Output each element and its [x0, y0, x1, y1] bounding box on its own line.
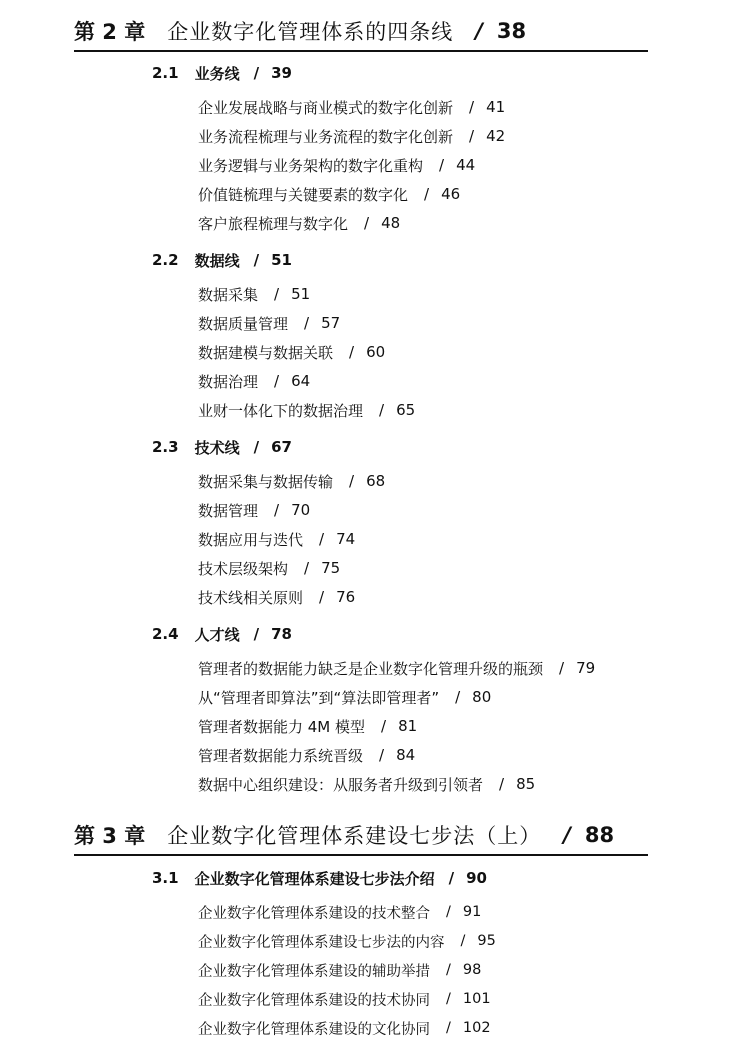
- entry-separator: /: [379, 401, 385, 419]
- section-page-number: 67: [271, 438, 292, 456]
- entry-page-number: 80: [472, 688, 492, 706]
- entry-separator: /: [455, 688, 461, 706]
- toc-entry[interactable]: [198, 773, 535, 795]
- toc-entry[interactable]: [198, 901, 481, 923]
- entry-title: 客户旅程梳理与数字化: [198, 214, 349, 233]
- section-separator: /: [253, 251, 260, 269]
- section-heading[interactable]: [152, 622, 292, 646]
- section-heading[interactable]: [152, 248, 292, 272]
- entry-separator: /: [319, 588, 325, 606]
- entry-separator: /: [304, 559, 310, 577]
- section-number: 2.4: [152, 625, 179, 643]
- entry-title: 从“管理者即算法”到“算法即管理者”: [198, 688, 440, 707]
- entry-separator: /: [274, 501, 280, 519]
- entry-separator: /: [559, 659, 565, 677]
- section-page-number: 90: [466, 869, 487, 887]
- section-page-number: 51: [271, 251, 292, 269]
- entry-separator: /: [379, 746, 385, 764]
- entry-title: 业财一体化下的数据治理: [198, 401, 364, 420]
- entry-page-number: 98: [462, 962, 482, 978]
- section-title: 数据线: [194, 251, 240, 270]
- entry-title: 企业数字化管理体系建设七步法的内容: [198, 934, 445, 951]
- entry-page-number: 65: [396, 401, 416, 419]
- section-page-number: 78: [271, 625, 292, 643]
- toc-entry[interactable]: [198, 988, 491, 1010]
- entry-separator: /: [424, 185, 430, 203]
- chapter-separator: /: [563, 823, 571, 847]
- entry-separator: /: [349, 472, 355, 490]
- entry-separator: /: [381, 717, 387, 735]
- section-separator: /: [253, 64, 260, 82]
- chapter-page-number: 38: [496, 19, 527, 43]
- section-number: 2.2: [152, 251, 179, 269]
- toc-entry[interactable]: [198, 959, 481, 981]
- entry-title: 技术层级架构: [198, 559, 289, 578]
- chapter-page-number: 88: [584, 823, 615, 847]
- chapter-number: 第 2 章: [74, 20, 146, 44]
- entry-separator: /: [446, 904, 451, 920]
- entry-separator: /: [319, 530, 325, 548]
- entry-separator: /: [439, 156, 445, 174]
- entry-page-number: 51: [291, 285, 311, 303]
- entry-title: 业务流程梳理与业务流程的数字化创新: [198, 127, 454, 146]
- entry-page-number: 95: [477, 933, 496, 949]
- entry-title: 数据质量管理: [198, 314, 289, 333]
- entry-title: 管理者数据能力系统晋级: [198, 746, 364, 765]
- toc-entry[interactable]: [198, 341, 385, 363]
- entry-title: 企业数字化管理体系建设的技术整合: [198, 905, 430, 922]
- toc-entry[interactable]: [198, 154, 475, 176]
- chapter-title: 企业数字化管理体系建设七步法（上）: [167, 824, 542, 848]
- entry-separator: /: [364, 214, 370, 232]
- chapter-title: 企业数字化管理体系的四条线: [167, 20, 454, 44]
- entry-title: 数据中心组织建设：从服务者升级到引领者: [198, 775, 484, 794]
- entry-page-number: 44: [456, 156, 476, 174]
- entry-title: 价值链梳理与关键要素的数字化: [198, 185, 409, 204]
- entry-page-number: 91: [462, 904, 482, 920]
- entry-separator: /: [469, 98, 475, 116]
- toc-entry[interactable]: [198, 125, 505, 147]
- toc-entry[interactable]: [198, 586, 355, 608]
- section-title: 业务线: [194, 64, 240, 83]
- toc-entry[interactable]: [198, 686, 491, 708]
- section-page-number: 39: [271, 64, 292, 82]
- toc-entry[interactable]: [198, 283, 310, 305]
- entry-title: 企业数字化管理体系建设的技术协同: [198, 992, 430, 1009]
- toc-entry[interactable]: [198, 96, 505, 118]
- entry-page-number: 75: [321, 559, 341, 577]
- entry-title: 技术线相关原则: [198, 588, 304, 607]
- toc-entry[interactable]: [198, 1017, 491, 1039]
- chapter-heading[interactable]: [74, 12, 648, 52]
- toc-entry[interactable]: [198, 499, 310, 521]
- toc-entry[interactable]: [198, 212, 400, 234]
- entry-title: 数据应用与迭代: [198, 530, 304, 549]
- toc-entry[interactable]: [198, 930, 496, 952]
- entry-page-number: 70: [291, 501, 311, 519]
- entry-separator: /: [274, 372, 280, 390]
- entry-separator: /: [460, 933, 466, 949]
- entry-page-number: 64: [291, 372, 311, 390]
- entry-title: 数据采集: [198, 285, 259, 304]
- entry-title: 企业数字化管理体系建设的辅助举措: [198, 963, 430, 980]
- entry-page-number: 68: [366, 472, 386, 490]
- entry-title: 管理者的数据能力缺乏是企业数字化管理升级的瓶颈: [198, 659, 544, 678]
- entry-page-number: 41: [486, 98, 506, 116]
- entry-page-number: 76: [336, 588, 356, 606]
- section-number: 3.1: [152, 869, 179, 887]
- entry-title: 数据管理: [198, 501, 259, 520]
- section-number: 2.1: [152, 64, 179, 82]
- entry-separator: /: [349, 343, 355, 361]
- toc-entry[interactable]: [198, 399, 415, 421]
- entry-page-number: 74: [336, 530, 356, 548]
- toc-entry[interactable]: [198, 183, 460, 205]
- entry-title: 企业发展战略与商业模式的数字化创新: [198, 98, 454, 117]
- toc-entry[interactable]: [198, 715, 417, 737]
- entry-title: 数据建模与数据关联: [198, 343, 334, 362]
- section-title: 企业数字化管理体系建设七步法介绍: [194, 869, 435, 888]
- toc-entry[interactable]: [198, 557, 340, 579]
- entry-page-number: 60: [366, 343, 386, 361]
- entry-title: 企业数字化管理体系建设的文化协同: [198, 1021, 430, 1038]
- chapter-number: 第 3 章: [74, 824, 146, 848]
- entry-page-number: 42: [486, 127, 506, 145]
- entry-separator: /: [499, 775, 505, 793]
- entry-separator: /: [446, 962, 451, 978]
- entry-title: 业务逻辑与业务架构的数字化重构: [198, 156, 424, 175]
- toc-entry[interactable]: [198, 370, 310, 392]
- section-separator: /: [253, 438, 260, 456]
- entry-page-number: 85: [516, 775, 536, 793]
- entry-separator: /: [304, 314, 310, 332]
- toc-entry[interactable]: [198, 312, 340, 334]
- chapter-heading[interactable]: [74, 816, 648, 856]
- entry-separator: /: [446, 1020, 451, 1036]
- section-title: 人才线: [194, 625, 240, 644]
- entry-page-number: 81: [398, 717, 418, 735]
- toc-entry[interactable]: [198, 657, 595, 679]
- entry-page-number: 48: [381, 214, 401, 232]
- section-title: 技术线: [194, 438, 240, 457]
- entry-separator: /: [274, 285, 280, 303]
- entry-title: 数据治理: [198, 372, 259, 391]
- section-heading[interactable]: [152, 61, 292, 85]
- entry-title: 管理者数据能力 4M 模型: [198, 717, 366, 736]
- section-number: 2.3: [152, 438, 179, 456]
- entry-page-number: 79: [576, 659, 596, 677]
- section-heading[interactable]: [152, 435, 292, 459]
- entry-page-number: 102: [462, 1020, 491, 1036]
- entry-page-number: 46: [441, 185, 461, 203]
- entry-page-number: 84: [396, 746, 416, 764]
- entry-separator: /: [469, 127, 475, 145]
- entry-page-number: 57: [321, 314, 341, 332]
- toc-entry[interactable]: [198, 744, 415, 766]
- entry-page-number: 101: [462, 991, 491, 1007]
- section-heading[interactable]: [152, 866, 487, 890]
- entry-separator: /: [446, 991, 451, 1007]
- section-separator: /: [448, 869, 455, 887]
- entry-title: 数据采集与数据传输: [198, 472, 334, 491]
- section-separator: /: [253, 625, 260, 643]
- toc-entry[interactable]: [198, 470, 385, 492]
- toc-entry[interactable]: [198, 528, 355, 550]
- chapter-separator: /: [475, 19, 483, 43]
